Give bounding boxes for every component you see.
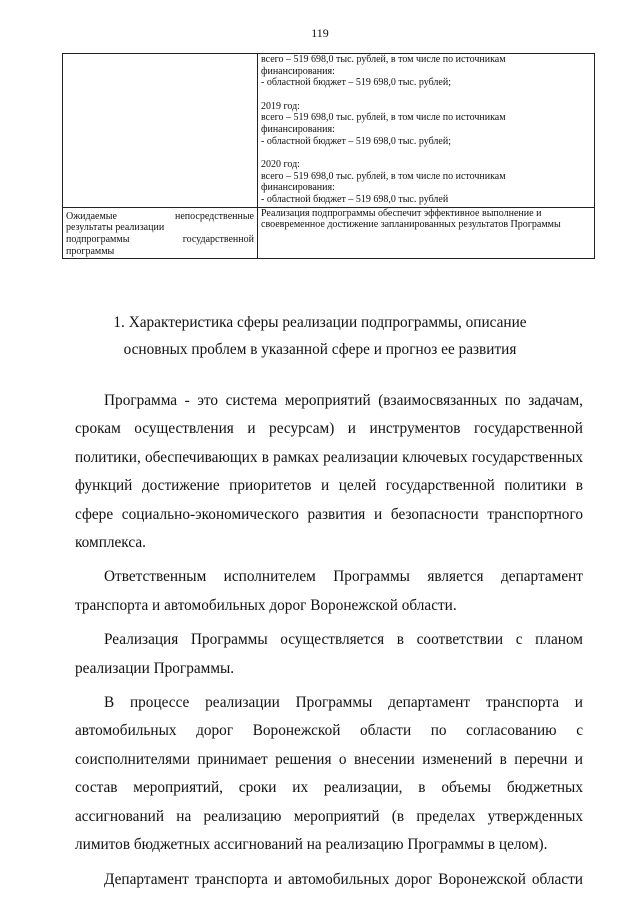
results-label-word-4: государственной [182, 234, 254, 246]
paragraph-department-continued: Департамент транспорта и автомобильных дорог Воронежской области [104, 870, 583, 888]
financing-year-2019: 2019 год: [261, 100, 300, 112]
expected-results-line-1: Реализация подпрограммы обеспечит эффективное выполнение и [261, 207, 542, 219]
expected-results-value [258, 207, 595, 258]
results-label-line-4: программы [66, 245, 115, 257]
financing-2019-regional: - областной бюджет – 519 698,0 тыс. рублей; [261, 135, 451, 147]
results-label-line-2: результаты реализации [66, 222, 165, 234]
results-label-word-3: подпрограммы [66, 234, 130, 246]
results-label-word-1: Ожидаемые [66, 210, 117, 222]
paragraph-implementation-process: В процессе реализации Программы департамент транспорта и автомобильных дорог Воронежской области по согласованию с соисполнителями принимает решения о внесении изменений в перечни и состав мероприятий, сроки их реализации, в объемы бюджетных ассигнований на реализацию мероприятий (в пределах утвержденных лимитов бюджетных ассигнований на реализацию Программы в целом). [75, 694, 583, 854]
paragraph-responsible-executor: Ответственным исполнителем Программы является департамент транспорта и автомобильных дорог Воронежской области. [75, 568, 583, 614]
financing-2018-regional: - областной бюджет – 519 698,0 тыс. рублей; [261, 77, 451, 89]
section-heading-line-2: основных проблем в указанной сфере и прогноз ее развития [123, 341, 517, 358]
financing-row [63, 54, 595, 208]
results-label-word-2: непосредственные [175, 210, 254, 222]
financing-value-cell [258, 54, 595, 208]
section-heading [0, 309, 640, 363]
financing-2019-total: всего – 519 698,0 тыс. рублей, в том числе по источникам [261, 112, 506, 124]
financing-2020-regional: - областной бюджет – 519 698,0 тыс. рублей [261, 194, 449, 206]
paragraph-program-definition: Программа - это система мероприятий (взаимосвязанных по задачам, срокам осуществления и ресурсам) и инструментов государственной политики, обеспечивающих в рамках реализации ключевых государственных функций достижение приоритетов и целей государственной политики в сфере социально-экономического развития и безопасности транспортного комплекса. [75, 392, 583, 552]
expected-results-label [63, 207, 258, 258]
financing-year-2020: 2020 год: [261, 158, 300, 170]
financing-2020-total: всего – 519 698,0 тыс. рублей, в том числе по источникам [261, 170, 506, 182]
financing-2018-sources: финансирования: [261, 65, 335, 77]
expected-results-row [63, 207, 595, 258]
financing-2018-total: всего – 519 698,0 тыс. рублей, в том числе по источникам [261, 54, 506, 65]
body-text [75, 387, 583, 900]
financing-2019-sources: финансирования: [261, 124, 335, 136]
financing-label-cell [63, 54, 258, 208]
expected-results-line-2: своевременное достижение запланированных результатов Программы [261, 219, 561, 231]
page-number: 119 [311, 26, 329, 40]
financing-2020-sources: финансирования: [261, 182, 335, 194]
paragraph-implementation-plan: Реализация Программы осуществляется в соответствии с планом реализации Программы. [75, 631, 583, 677]
section-heading-line-1: 1. Характеристика сферы реализации подпрограммы, описание [113, 314, 527, 331]
program-passport-table [62, 53, 595, 259]
